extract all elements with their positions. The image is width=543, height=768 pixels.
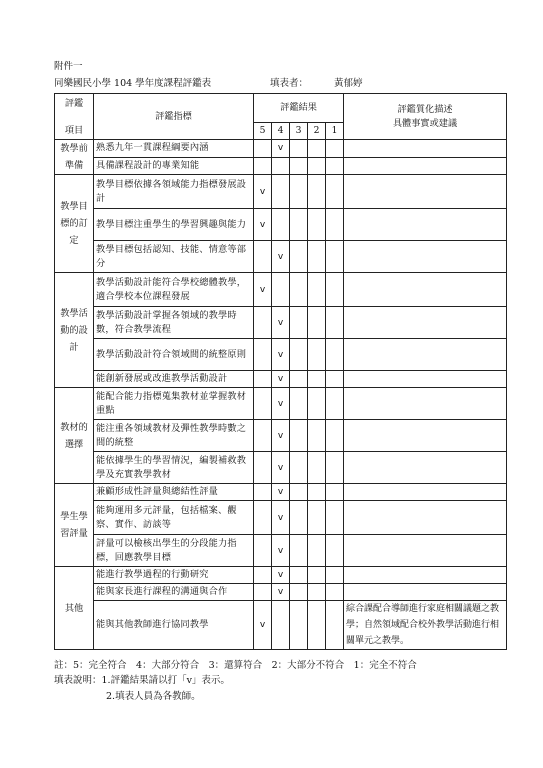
indicator-text: 具備課程設計的專業知能 — [94, 157, 254, 175]
qualitative-cell[interactable] — [344, 241, 507, 273]
score-cell-5[interactable] — [254, 535, 272, 567]
table-row — [55, 601, 507, 650]
score-cell-1[interactable] — [326, 241, 344, 273]
score-cell-3[interactable] — [290, 420, 308, 452]
table-row — [55, 175, 507, 209]
check-mark: v — [277, 374, 284, 384]
table-row — [55, 339, 507, 371]
score-cell-3[interactable] — [290, 601, 308, 650]
indicator-text: 能夠運用多元評量，包括檔案、觀察、實作、訪談等 — [94, 501, 254, 535]
table-row — [55, 157, 507, 175]
score-cell-3[interactable] — [290, 584, 308, 601]
check-mark: v — [277, 545, 284, 556]
indicator-text: 能注重各領域教材及彈性教學時數之間的統整 — [94, 420, 254, 452]
qualitative-cell[interactable] — [344, 484, 507, 501]
score-cell-5[interactable] — [254, 307, 272, 339]
category-name: 學生學習評量 — [55, 484, 94, 567]
score-cell-5[interactable] — [254, 140, 272, 158]
results-header: 評鑑結果 — [254, 94, 344, 123]
table-row — [55, 273, 507, 307]
category-name: 教學前準備 — [55, 140, 94, 175]
check-mark: v — [277, 512, 284, 523]
score-header-5: 5 — [254, 123, 272, 140]
score-cell-1[interactable] — [326, 484, 344, 501]
score-cell-4[interactable] — [272, 501, 290, 535]
score-cell-4[interactable] — [272, 157, 290, 175]
qualitative-cell[interactable] — [344, 339, 507, 371]
check-mark: v — [277, 487, 284, 497]
score-cell-4[interactable] — [272, 140, 290, 158]
table-row — [55, 388, 507, 420]
qualitative-header — [344, 94, 507, 140]
score-cell-5[interactable] — [254, 601, 272, 650]
check-mark: v — [277, 251, 284, 262]
indicator-text: 熟悉九年一貫課程綱要內涵 — [94, 140, 254, 158]
score-cell-5[interactable] — [254, 175, 272, 209]
indicator-text: 能創新發展或改進教學活動設計 — [94, 371, 254, 388]
instruction-1: 填表說明：1.評鑑結果請以打「v」表示。 — [54, 675, 230, 686]
score-cell-2[interactable] — [308, 452, 326, 484]
score-cell-1[interactable] — [326, 339, 344, 371]
score-cell-3[interactable] — [290, 209, 308, 241]
score-cell-4[interactable] — [272, 484, 290, 501]
score-header-3: 3 — [290, 123, 308, 140]
score-cell-4[interactable] — [272, 535, 290, 567]
score-cell-1[interactable] — [326, 535, 344, 567]
item-header-top: 評鑑 — [64, 97, 84, 109]
score-cell-1[interactable] — [326, 307, 344, 339]
qualitative-cell[interactable] — [344, 452, 507, 484]
qualitative-cell[interactable] — [344, 567, 507, 584]
score-cell-3[interactable] — [290, 140, 308, 158]
score-cell-3[interactable] — [290, 452, 308, 484]
table-row — [55, 535, 507, 567]
indicator-text: 教學活動設計符合領域間的統整原則 — [94, 339, 254, 371]
indicator-text: 能進行教學過程的行動研究 — [94, 567, 254, 584]
table-row — [55, 241, 507, 273]
score-cell-2[interactable] — [308, 209, 326, 241]
qualitative-cell[interactable] — [344, 307, 507, 339]
check-mark: v — [259, 219, 266, 230]
score-cell-3[interactable] — [290, 307, 308, 339]
score-cell-3[interactable] — [290, 339, 308, 371]
score-cell-4[interactable] — [272, 601, 290, 650]
score-cell-1[interactable] — [326, 601, 344, 650]
indicator-text: 教學活動設計掌握各領域的教學時數，符合教學流程 — [94, 307, 254, 339]
score-cell-4[interactable] — [272, 584, 290, 601]
score-cell-4[interactable] — [272, 388, 290, 420]
check-mark: v — [259, 284, 266, 295]
item-header-bottom: 項目 — [64, 124, 84, 136]
score-cell-2[interactable] — [308, 157, 326, 175]
qualitative-cell[interactable] — [344, 371, 507, 388]
score-cell-1[interactable] — [326, 420, 344, 452]
indicator-text: 教學目標包括認知、技能、情意等部分 — [94, 241, 254, 273]
indicator-text: 能配合能力指標蒐集教材並掌握教材重點 — [94, 388, 254, 420]
qualitative-note[interactable]: 綜合課配合導師進行家庭相關議題之教學；自然領域配合校外教學活動進行相關單元之教學。 — [344, 601, 507, 650]
indicator-text: 教學活動設計能符合學校總體教學，適合學校本位課程發展 — [94, 273, 254, 307]
table-row — [55, 501, 507, 535]
score-cell-4[interactable] — [272, 567, 290, 584]
table-row — [55, 484, 507, 501]
check-mark: v — [277, 570, 284, 580]
score-cell-3[interactable] — [290, 535, 308, 567]
score-cell-5[interactable] — [254, 388, 272, 420]
score-cell-3[interactable] — [290, 157, 308, 175]
score-cell-3[interactable] — [290, 241, 308, 273]
form-title: 同樂國民小學 104 學年度課程評鑑表 — [54, 78, 212, 89]
score-cell-5[interactable] — [254, 371, 272, 388]
score-header-1: 1 — [326, 123, 344, 140]
evaluation-table — [54, 93, 507, 650]
score-cell-2[interactable] — [308, 420, 326, 452]
check-mark: v — [277, 587, 284, 597]
score-cell-5[interactable] — [254, 420, 272, 452]
instruction-2: 2.填表人員為各教師。 — [106, 691, 201, 702]
table-row — [55, 140, 507, 158]
score-cell-5[interactable] — [254, 484, 272, 501]
table-row — [55, 307, 507, 339]
score-cell-2[interactable] — [308, 567, 326, 584]
score-cell-2[interactable] — [308, 535, 326, 567]
attachment-label: 附件一 — [54, 61, 83, 72]
score-cell-2[interactable] — [308, 484, 326, 501]
score-cell-2[interactable] — [308, 584, 326, 601]
indicator-header: 評鑑指標 — [94, 94, 254, 140]
score-cell-5[interactable] — [254, 157, 272, 175]
score-cell-5[interactable] — [254, 241, 272, 273]
score-cell-1[interactable] — [326, 157, 344, 175]
indicator-text: 能與家長進行課程的溝通與合作 — [94, 584, 254, 601]
indicator-text: 能依據學生的學習情況，編製補救教學及充實教學教材 — [94, 452, 254, 484]
qualitative-cell[interactable] — [344, 175, 507, 209]
table-row — [55, 584, 507, 601]
score-cell-5[interactable] — [254, 273, 272, 307]
score-cell-4[interactable] — [272, 175, 290, 209]
score-cell-2[interactable] — [308, 601, 326, 650]
check-mark: v — [259, 620, 266, 630]
qualitative-cell[interactable] — [344, 501, 507, 535]
score-cell-2[interactable] — [308, 241, 326, 273]
qualitative-cell[interactable] — [344, 584, 507, 601]
qualitative-cell[interactable] — [344, 273, 507, 307]
score-cell-2[interactable] — [308, 371, 326, 388]
score-cell-1[interactable] — [326, 175, 344, 209]
indicator-text: 教學目標依據各領域能力指標發展設計 — [94, 175, 254, 209]
score-cell-5[interactable] — [254, 209, 272, 241]
indicator-text: 兼顧形成性評量與總結性評量 — [94, 484, 254, 501]
qualitative-header-line1: 評鑑質化描述 — [397, 103, 453, 115]
score-cell-4[interactable] — [272, 209, 290, 241]
table-row — [55, 209, 507, 241]
indicator-text: 教學目標注重學生的學習興趣與能力 — [94, 209, 254, 241]
qualitative-cell[interactable] — [344, 209, 507, 241]
score-cell-2[interactable] — [308, 307, 326, 339]
filler-label: 填表者： — [270, 78, 309, 89]
score-cell-3[interactable] — [290, 484, 308, 501]
check-mark: v — [277, 349, 284, 360]
score-cell-4[interactable] — [272, 273, 290, 307]
qualitative-cell[interactable] — [344, 140, 507, 158]
filler-name: 黃郁婷 — [334, 78, 363, 89]
category-name: 教學活動的設計 — [55, 273, 94, 388]
qualitative-cell[interactable] — [344, 535, 507, 567]
score-cell-1[interactable] — [326, 388, 344, 420]
score-header-2: 2 — [308, 123, 326, 140]
score-cell-3[interactable] — [290, 273, 308, 307]
qualitative-cell[interactable] — [344, 157, 507, 175]
score-cell-4[interactable] — [272, 241, 290, 273]
score-cell-5[interactable] — [254, 567, 272, 584]
check-mark: v — [277, 430, 284, 441]
score-cell-3[interactable] — [290, 175, 308, 209]
check-mark: v — [277, 462, 284, 473]
score-cell-2[interactable] — [308, 388, 326, 420]
score-cell-2[interactable] — [308, 140, 326, 158]
score-cell-4[interactable] — [272, 339, 290, 371]
score-header-4: 4 — [272, 123, 290, 140]
score-cell-3[interactable] — [290, 371, 308, 388]
score-cell-2[interactable] — [308, 501, 326, 535]
score-cell-4[interactable] — [272, 452, 290, 484]
score-cell-4[interactable] — [272, 420, 290, 452]
score-cell-3[interactable] — [290, 501, 308, 535]
score-cell-5[interactable] — [254, 339, 272, 371]
check-mark: v — [277, 317, 284, 328]
table-row — [55, 371, 507, 388]
score-legend: 註：5：完全符合 4：大部分符合 3：還算符合 2：大部分不符合 1：完全不符合 — [54, 660, 417, 671]
score-cell-1[interactable] — [326, 584, 344, 601]
score-cell-1[interactable] — [326, 452, 344, 484]
check-mark: v — [277, 143, 284, 154]
score-cell-1[interactable] — [326, 371, 344, 388]
indicator-text: 評量可以檢核出學生的分段能力指標，回應教學目標 — [94, 535, 254, 567]
score-cell-1[interactable] — [326, 140, 344, 158]
table-row — [55, 420, 507, 452]
score-cell-1[interactable] — [326, 273, 344, 307]
score-cell-2[interactable] — [308, 175, 326, 209]
check-mark: v — [277, 398, 284, 409]
table-row — [55, 567, 507, 584]
score-cell-4[interactable] — [272, 307, 290, 339]
score-cell-3[interactable] — [290, 567, 308, 584]
score-cell-1[interactable] — [326, 501, 344, 535]
qualitative-cell[interactable] — [344, 420, 507, 452]
score-cell-3[interactable] — [290, 388, 308, 420]
score-cell-1[interactable] — [326, 209, 344, 241]
check-mark: v — [259, 186, 266, 197]
category-name: 其他 — [55, 567, 94, 650]
table-row — [55, 452, 507, 484]
score-cell-4[interactable] — [272, 371, 290, 388]
score-cell-5[interactable] — [254, 501, 272, 535]
item-header — [55, 94, 94, 140]
score-cell-2[interactable] — [308, 273, 326, 307]
score-cell-2[interactable] — [308, 339, 326, 371]
score-cell-1[interactable] — [326, 567, 344, 584]
score-cell-5[interactable] — [254, 584, 272, 601]
qualitative-cell[interactable] — [344, 388, 507, 420]
score-cell-5[interactable] — [254, 452, 272, 484]
indicator-text: 能與其他教師進行協同教學 — [94, 601, 254, 650]
category-name: 教材的選擇 — [55, 388, 94, 484]
category-name: 教學目標的訂定 — [55, 175, 94, 273]
qualitative-header-line2: 具體事實或建議 — [392, 117, 458, 129]
